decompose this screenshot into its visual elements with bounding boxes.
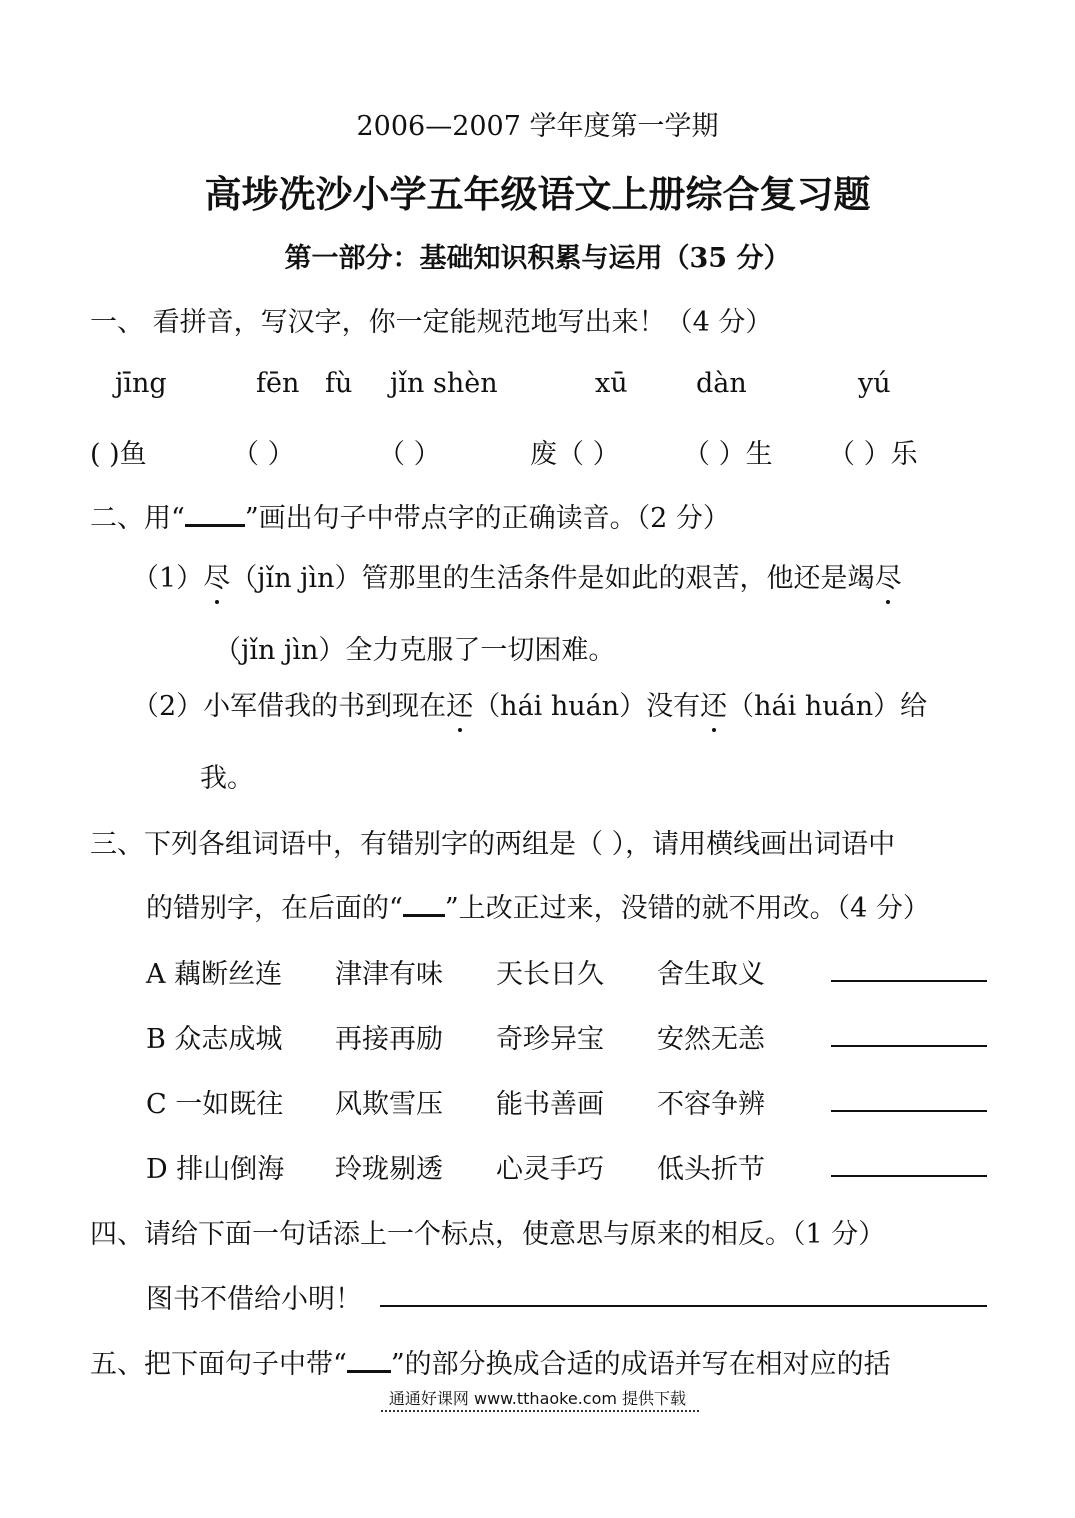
- q4-sentence: 图书不借给小明！: [146, 1284, 362, 1315]
- q1-blank-6: （ ）乐: [828, 439, 918, 470]
- q2-sentence-1-cont: （jǐn jìn）全力克服了一切困难。: [214, 635, 616, 666]
- q3-row-a-word-2: 津津有味: [335, 959, 443, 990]
- q2-s2-text-b: （hái huán）没有: [473, 691, 701, 722]
- q4-answer-line[interactable]: [380, 1305, 987, 1307]
- q3-row-a-answer-line[interactable]: [831, 980, 987, 982]
- q5-prompt: [90, 1342, 891, 1381]
- q2-sentence-2-cont: 我。: [200, 763, 254, 794]
- dotted-char: 尽: [875, 556, 902, 595]
- q3-row-c-word-2: 风欺雪压: [335, 1089, 443, 1120]
- q3-row-b-word-1: B 众志成城: [146, 1024, 283, 1055]
- q1-pinyin-4: jǐn shèn: [390, 368, 498, 399]
- document-title: 高埗冼沙小学五年级语文上册综合复习题: [204, 172, 871, 216]
- underline-sample: [347, 1366, 391, 1373]
- q3-row-d-word-4: 低头折节: [657, 1154, 765, 1185]
- q1-blank-5: （ ）生: [683, 439, 773, 470]
- q4-prompt: 四、请给下面一句话添上一个标点，使意思与原来的相反。（1 分）: [90, 1219, 886, 1250]
- q1-blank-1: ( )鱼: [90, 439, 147, 470]
- dotted-char: 还: [446, 684, 473, 723]
- q2-s1-number: （1）: [132, 563, 204, 594]
- q3-row-a-word-3: 天长日久: [496, 959, 604, 990]
- underline-sample: [185, 520, 245, 527]
- underline-sample: [403, 910, 445, 917]
- q3-prompt-start: 的错别字，在后面的“: [146, 893, 403, 924]
- q1-pinyin-7: yú: [858, 368, 891, 399]
- q3-row-d-word-1: D 排山倒海: [146, 1154, 285, 1185]
- q2-prompt-end: ”画出句子中带点字的正确读音。（2 分）: [244, 503, 730, 534]
- q1-blank-2: （ ）: [232, 439, 295, 470]
- part-title: 第一部分：基础知识积累与运用（35 分）: [284, 243, 791, 274]
- q2-prompt-start: 二、用“: [90, 503, 185, 534]
- q1-pinyin-2: fēn: [256, 368, 300, 399]
- q2-s1-text: （jǐn jìn）管那里的生活条件是如此的艰苦，他还是竭: [230, 563, 875, 594]
- q3-row-b-word-2: 再接再励: [335, 1024, 443, 1055]
- q3-row-c-word-4: 不容争辨: [657, 1089, 765, 1120]
- q3-row-a-word-4: 舍生取义: [657, 959, 765, 990]
- q5-prompt-end: ”的部分换成合适的成语并写在相对应的括: [390, 1349, 891, 1380]
- q1-pinyin-6: dàn: [696, 368, 747, 399]
- q2-s2-text-a: （2）小军借我的书到现在: [132, 691, 447, 722]
- q3-row-d-word-3: 心灵手巧: [496, 1154, 604, 1185]
- q3-row-d-answer-line[interactable]: [831, 1175, 987, 1177]
- footer-dot-line: [381, 1410, 699, 1412]
- q5-prompt-start: 五、把下面句子中带“: [90, 1349, 347, 1380]
- q3-prompt-line-1: 三、下列各组词语中，有错别字的两组是（ ），请用横线画出词语中: [90, 829, 896, 860]
- q3-row-d-word-2: 玲珑剔透: [335, 1154, 443, 1185]
- q1-blank-4: 废（ ）: [530, 439, 620, 470]
- q2-s2-text-c: （hái huán）给: [727, 691, 928, 722]
- term-heading: 2006—2007 学年度第一学期: [356, 111, 719, 142]
- dotted-char: 尽: [203, 556, 230, 595]
- q3-row-c-word-3: 能书善画: [496, 1089, 604, 1120]
- q3-row-a-word-1: A 藕断丝连: [146, 959, 283, 990]
- footer-credit: 通通好课网 www.tthaoke.com 提供下载: [388, 1389, 687, 1408]
- dotted-char: 还: [700, 684, 727, 723]
- q3-prompt-end: ”上改正过来，没错的就不用改。（4 分）: [444, 893, 930, 924]
- q3-row-c-word-1: C 一如既往: [146, 1089, 284, 1120]
- q3-row-b-answer-line[interactable]: [831, 1045, 987, 1047]
- q2-sentence-2: [132, 684, 927, 723]
- q1-prompt: 一、 看拼音，写汉字，你一定能规范地写出来！（4 分）: [90, 307, 773, 338]
- q1-pinyin-3: fù: [325, 368, 353, 399]
- q3-row-b-word-3: 奇珍异宝: [496, 1024, 604, 1055]
- q3-row-c-answer-line[interactable]: [831, 1110, 987, 1112]
- q1-pinyin-1: jīng: [115, 368, 167, 399]
- q3-row-b-word-4: 安然无恙: [657, 1024, 765, 1055]
- q1-pinyin-5: xū: [595, 368, 628, 399]
- q3-prompt-line-2: [146, 886, 930, 925]
- q2-sentence-1: [132, 556, 902, 595]
- q1-blank-3: （ ）: [378, 439, 441, 470]
- q2-prompt: [90, 496, 730, 535]
